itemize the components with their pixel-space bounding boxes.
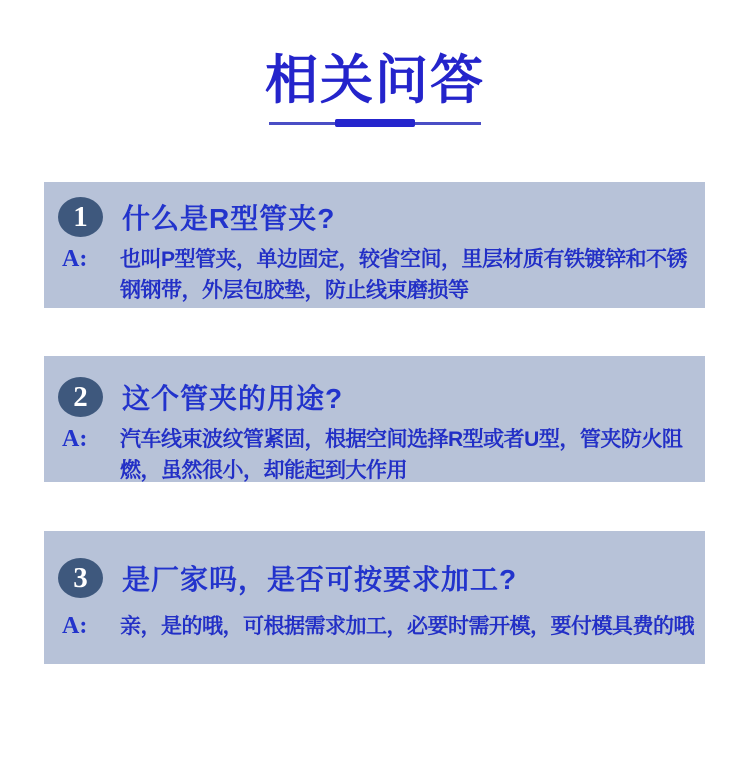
page-title: 相关问答	[265, 52, 485, 110]
divider-line-right	[415, 122, 481, 125]
answer-line: 钢钢带，外层包胶垫，防止线束磨损等	[120, 279, 469, 302]
qa-card-3	[44, 531, 705, 664]
answer-line: 汽车线束波纹管紧固，根据空间选择R型或者U型，管夹防火阻	[120, 428, 683, 451]
answer-row	[44, 611, 705, 642]
answer-row	[44, 424, 705, 486]
answer-label: A:	[62, 426, 88, 452]
number-badge: 2	[58, 377, 103, 417]
question-text: 这个管夹的用途?	[122, 383, 344, 414]
answer-text	[120, 424, 705, 486]
divider-line-left	[269, 122, 335, 125]
answer-text	[120, 244, 705, 306]
question-row	[58, 182, 705, 237]
number-badge: 3	[58, 558, 103, 598]
answer-line: 也叫P型管夹，单边固定，较省空间，里层材质有铁镀锌和不锈	[120, 248, 688, 271]
question-text: 是厂家吗，是否可按要求加工?	[122, 564, 518, 595]
answer-label: A:	[62, 246, 88, 272]
answer-text	[120, 611, 705, 642]
question-row	[58, 531, 705, 598]
question-row	[58, 356, 705, 417]
question-text: 什么是R型管夹?	[122, 203, 336, 234]
number-badge: 1	[58, 197, 103, 237]
qa-card-2	[44, 356, 705, 482]
answer-line: 亲，是的哦，可根据需求加工，必要时需开模，要付模具费的哦	[120, 615, 694, 638]
answer-line: 燃，虽然很小，却能起到大作用	[120, 459, 407, 482]
answer-label: A:	[62, 613, 88, 639]
divider-thick-segment	[335, 119, 415, 127]
qa-card-1	[44, 182, 705, 308]
answer-row	[44, 244, 705, 306]
title-divider	[269, 119, 481, 127]
